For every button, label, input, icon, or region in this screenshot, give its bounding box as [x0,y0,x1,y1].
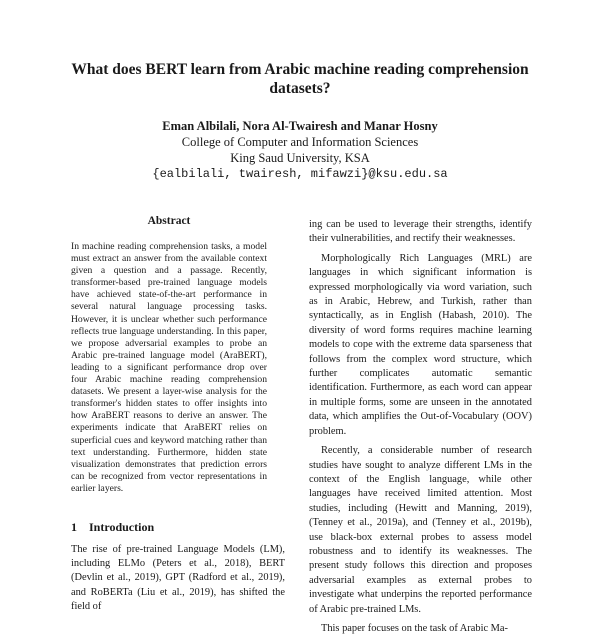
author-emails: {ealbilali, twairesh, mifawzi}@ksu.edu.sa [152,167,448,181]
section-title: Introduction [89,520,155,534]
paper-title: What does BERT learn from Arabic machine reading comprehension datasets? [71,61,529,97]
right-paragraph-focus: This paper focuses on the task of Arabic Ma- [321,622,508,634]
right-paragraph-mrl: Morphologically Rich Languages (MRL) are languages in which significant information is expressed morphologically via word variation, such as in Arabic, Hebrew, and Turkish, rather than syntactically, as in English (Habash, 2010). The diversity of word forms requires machine learning models to cope with the extreme data sparseness that follows from the complex word structure, which further complicates automatic semantic identification. Furthermore, as each word can appear in multiple forms, some are unseen in the annotated data, which amplifies the Out-of-Vocabulary (OOV) problem. [309,252,532,437]
right-paragraph-continued: ing can be used to leverage their strengths, identify their vulnerabilities, and rectify their weaknesses. [309,219,532,245]
right-column [309,218,532,636]
author-names: Eman Albilali, Nora Al-Twairesh and Manar Hosny [162,119,438,133]
section-number: 1 [71,520,77,534]
abstract-heading: Abstract [147,215,191,227]
affiliation-line-2: King Saud University, KSA [230,151,370,165]
introduction-body [71,543,285,614]
introduction-paragraph: The rise of pre-trained Language Models (LM), including ELMo (Peters et al., 2018), BERT (Devlin et al., 2019), GPT (Radford et al., 2019), and RoBERTa (Liu et al., 2019), has shifted the field of [71,544,285,612]
abstract-body [71,241,267,495]
right-paragraph-research: Recently, a considerable number of research studies have sought to analyze different LMs in the context of the English language, while other languages have received limited attention. Most studies, including (Hewitt and Manning, 2019), (Tenney et al., 2019a), and (Tenney et al., 2019b), use black-box external probes to assess model robustness and to identify its weaknesses. The present study follows this direction and proposes adversarial examples as external probes to investigate what underpins the reported performance of Arabic pre-trained LMs. [309,445,532,615]
section-heading-introduction [71,520,154,535]
author-block [60,118,540,182]
affiliation-line-1: College of Computer and Information Sciences [181,135,419,149]
abstract-text: In machine reading comprehension tasks, a model must extract an answer from the available context given a question and a passage. Recently, transformer-based pre-trained language models have achieved state-of-the-art performance in several natural language processing tasks. However, it is unclear whether such performance reflects true language understanding. In this paper, we propose adversarial examples to probe an Arabic pre-trained language model (AraBERT), leading to a significant performance drop over four Arabic machine reading comprehension datasets. We present a layer-wise analysis for the transformer's hidden states to offer insights into how AraBERT reasons to derive an answer. The experiments indicate that AraBERT relies on superficial cues and keyword matching rather than text understanding. Furthermore, hidden state visualization demonstrates that prediction errors can be recognized from vector representations in earlier layers. [71,241,267,494]
